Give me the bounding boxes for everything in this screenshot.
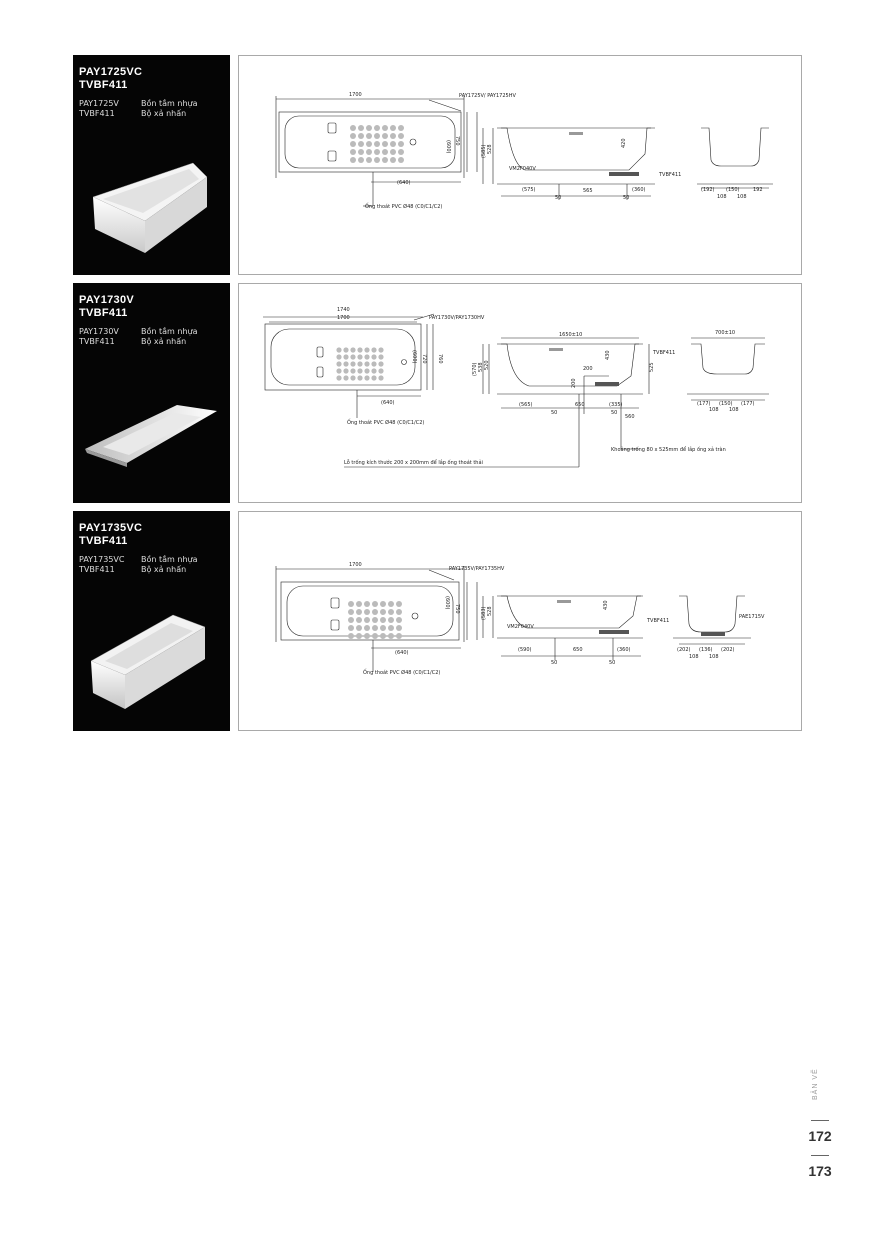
product-row-2	[73, 283, 802, 503]
svg-text:(335): (335)	[609, 402, 623, 408]
svg-text:(575): (575)	[522, 187, 536, 193]
svg-text:(640): (640)	[395, 650, 409, 656]
svg-text:760: 760	[437, 354, 443, 364]
page-rule	[811, 1120, 829, 1121]
svg-text:Lỗ trống kích thước 200 x 200m: Lỗ trống kích thước 200 x 200mm để lắp ống thoát thải	[344, 460, 483, 466]
svg-text:TVBF411: TVBF411	[659, 172, 682, 178]
svg-text:PAE1715V: PAE1715V	[739, 614, 765, 620]
svg-text:(640): (640)	[397, 180, 411, 186]
svg-text:(177): (177)	[697, 401, 711, 407]
svg-text:(136): (136)	[699, 647, 713, 653]
svg-text:528: 528	[487, 144, 493, 154]
svg-text:TVBF411: TVBF411	[647, 618, 670, 624]
svg-text:(202): (202)	[677, 647, 691, 653]
jet-grid	[348, 601, 402, 639]
svg-text:200: 200	[571, 378, 577, 388]
part-row: PAY1735VC Bồn tắm nhựa	[79, 555, 198, 564]
bathtub-photo	[81, 605, 221, 715]
drawing-panel	[238, 511, 802, 731]
svg-text:420: 420	[621, 138, 627, 148]
svg-text:VM2F040V: VM2F040V	[509, 166, 536, 172]
drawing-panel	[238, 283, 802, 503]
svg-text:(590): (590)	[518, 647, 532, 653]
svg-text:(583): (583)	[481, 606, 487, 620]
product-sidebar	[73, 55, 230, 275]
page-number-right: 173	[808, 1163, 832, 1179]
svg-text:VM2F040V: VM2F040V	[507, 624, 534, 630]
svg-text:50: 50	[555, 195, 562, 201]
svg-text:(150): (150)	[719, 401, 733, 407]
product-sidebar	[73, 511, 230, 731]
svg-text:(360): (360)	[632, 187, 646, 193]
svg-text:1700: 1700	[349, 562, 362, 568]
svg-text:(600): (600)	[445, 140, 451, 154]
page-rule	[811, 1155, 829, 1156]
bathtub-photo	[81, 377, 221, 487]
svg-text:(565): (565)	[519, 402, 533, 408]
page-number-left: 172	[808, 1128, 832, 1144]
svg-text:50: 50	[609, 660, 616, 666]
part-row: TVBF411 Bộ xả nhấn	[79, 565, 187, 574]
technical-drawing	[239, 512, 801, 730]
product-sidebar	[73, 283, 230, 503]
svg-text:(600): (600)	[411, 350, 417, 364]
part-row: TVBF411 Bộ xả nhấn	[79, 337, 187, 346]
svg-text:108: 108	[717, 194, 727, 200]
svg-text:Ống thoát PVC Ø48 (C0/C1/C2): Ống thoát PVC Ø48 (C0/C1/C2)	[347, 420, 425, 426]
svg-text:(600): (600)	[444, 596, 450, 610]
svg-text:(202): (202)	[721, 647, 735, 653]
product-title: PAY1725VC TVBF411	[79, 66, 143, 91]
jet-grid	[350, 125, 404, 163]
svg-text:PAY1730V/PAY1730HV: PAY1730V/PAY1730HV	[429, 315, 485, 321]
svg-text:(585): (585)	[481, 144, 487, 158]
svg-text:430: 430	[605, 350, 611, 360]
svg-text:200: 200	[583, 366, 593, 372]
svg-text:108: 108	[737, 194, 747, 200]
svg-text:Ống thoát PVC Ø48 (C0/C1/C2): Ống thoát PVC Ø48 (C0/C1/C2)	[365, 204, 443, 210]
svg-text:108: 108	[709, 407, 719, 413]
svg-text:108: 108	[689, 654, 699, 660]
svg-text:528: 528	[487, 606, 493, 616]
svg-text:1740: 1740	[337, 307, 350, 313]
svg-text:1700: 1700	[337, 315, 350, 321]
svg-text:750: 750	[454, 604, 460, 614]
svg-text:50: 50	[623, 195, 630, 201]
technical-drawing	[239, 56, 801, 274]
svg-text:(192): (192)	[701, 187, 715, 193]
svg-text:720: 720	[421, 354, 427, 364]
svg-text:PAY1735V/PAY1735HV: PAY1735V/PAY1735HV	[449, 566, 505, 572]
svg-text:430: 430	[603, 600, 609, 610]
part-row: TVBF411 Bộ xả nhấn	[79, 109, 187, 118]
svg-text:PAY1725V/ PAY1725HV: PAY1725V/ PAY1725HV	[459, 93, 516, 99]
svg-text:108: 108	[709, 654, 719, 660]
svg-text:750: 750	[454, 136, 460, 146]
svg-text:TVBF411: TVBF411	[653, 350, 676, 356]
svg-text:50: 50	[611, 410, 618, 416]
drawing-panel	[238, 55, 802, 275]
product-row-3	[73, 511, 802, 731]
product-title: PAY1730V TVBF411	[79, 294, 134, 319]
svg-text:1650±10: 1650±10	[559, 332, 583, 338]
svg-text:(360): (360)	[617, 647, 631, 653]
part-row: PAY1725V Bồn tắm nhựa	[79, 99, 198, 108]
parts-list	[79, 327, 197, 347]
parts-list	[79, 99, 197, 119]
svg-text:50: 50	[551, 660, 558, 666]
part-row: PAY1730V Bồn tắm nhựa	[79, 327, 198, 336]
jet-grid	[336, 347, 383, 380]
technical-drawing	[239, 284, 801, 502]
svg-text:560: 560	[625, 414, 635, 420]
svg-text:520: 520	[484, 360, 490, 370]
svg-text:50: 50	[551, 410, 558, 416]
parts-list	[79, 555, 197, 575]
product-title: PAY1735VC TVBF411	[79, 522, 143, 547]
svg-text:525: 525	[649, 362, 655, 372]
svg-text:(150): (150)	[726, 187, 740, 193]
svg-text:(640): (640)	[381, 400, 395, 406]
svg-text:Khoảng trống 80 x 525mm để lắp: Khoảng trống 80 x 525mm để lắp ống xả tràn	[611, 447, 726, 453]
svg-text:(570): (570)	[472, 362, 478, 376]
svg-text:650: 650	[573, 647, 583, 653]
svg-text:538: 538	[478, 362, 484, 372]
svg-text:700±10: 700±10	[715, 330, 736, 336]
svg-text:650: 650	[575, 402, 585, 408]
svg-text:192: 192	[753, 187, 763, 193]
section-label: BẢN VẼ	[812, 1068, 819, 1100]
svg-text:1700: 1700	[349, 92, 362, 98]
svg-text:Ống thoát PVC Ø48 (C0/C1/C2): Ống thoát PVC Ø48 (C0/C1/C2)	[363, 670, 441, 676]
svg-text:565: 565	[583, 188, 593, 194]
svg-text:(177): (177)	[741, 401, 755, 407]
bathtub-photo	[81, 149, 221, 259]
product-row-1	[73, 55, 802, 275]
svg-text:108: 108	[729, 407, 739, 413]
